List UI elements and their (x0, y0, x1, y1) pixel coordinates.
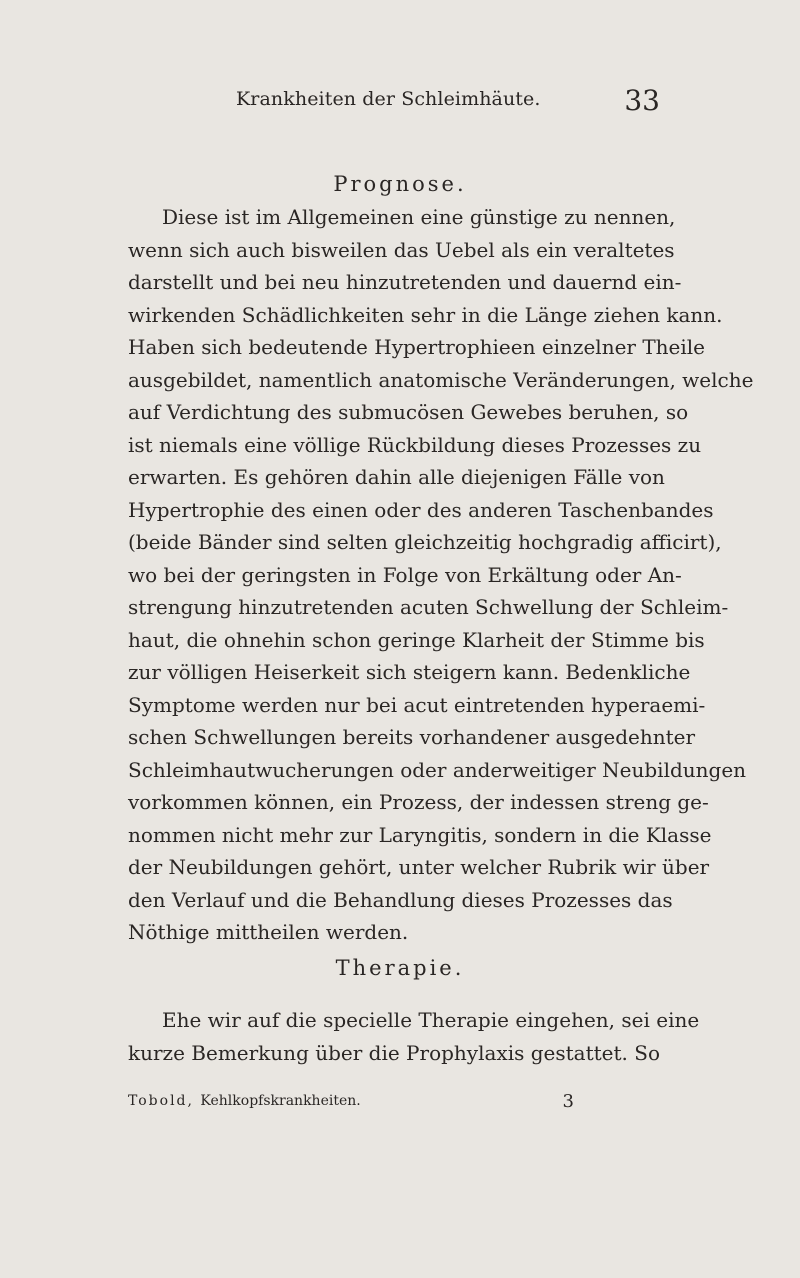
text-line: schen Schwellungen bereits vorhandener ausgedehnter (128, 725, 696, 749)
section-heading-prognose: Prognose. (333, 172, 467, 196)
text-line: darstellt und bei neu hinzutretenden und dauernd ein- (128, 270, 682, 294)
page-number: 33 (624, 84, 660, 117)
text-line: Diese ist im Allgemeinen eine günstige zu nennen, (162, 205, 676, 229)
text-line: nommen nicht mehr zur Laryngitis, sondern in die Klasse (128, 822, 712, 847)
text-line: wenn sich auch bisweilen das Uebel als ein veraltetes (128, 237, 675, 262)
text-line: Schleimhautwucherungen oder anderweitiger Neubildungen (128, 757, 747, 782)
page-footer (128, 1093, 574, 1117)
section-heading-therapie: Therapie. (335, 956, 465, 980)
text-line: Haben sich bedeutende Hypertrophieen einzelner Theile (128, 335, 706, 359)
text-line: ausgebildet, namentlich anatomische Veränderungen, welche (128, 367, 754, 392)
text-line: erwarten. Es gehören dahin alle diejenigen Fälle von (128, 465, 665, 489)
text-line: (beide Bänder sind selten gleichzeitig hochgradig afficirt), (128, 530, 722, 554)
page-header (200, 84, 660, 120)
footer-work: Kehlkopfskrankheiten. (200, 1093, 361, 1109)
paragraph-prognose (128, 201, 754, 949)
text-line: vorkommen können, ein Prozess, der indessen streng ge- (128, 790, 709, 814)
text-line: wirkenden Schädlichkeiten sehr in die Länge ziehen kann. (128, 302, 723, 327)
text-line: Ehe wir auf die specielle Therapie eingehen, sei eine (162, 1008, 700, 1032)
text-line: der Neubildungen gehört, unter welcher Rubrik wir über (128, 855, 710, 879)
text-line: ist niemals eine völlige Rückbildung dieses Prozesses zu (128, 432, 702, 457)
footer-author: Tobold, (128, 1093, 201, 1109)
text-line: kurze Bemerkung über die Prophylaxis gestattet. So (128, 1040, 660, 1065)
signature-mark: 3 (562, 1091, 574, 1112)
text-line: den Verlauf und die Behandlung dieses Prozesses das (128, 887, 673, 912)
text-line: haut, die ohnehin schon geringe Klarheit der Stimme bis (128, 627, 705, 652)
text-line: Hypertrophie des einen oder des anderen Taschenbandes (128, 497, 714, 522)
text-line: Nöthige mittheilen werden. (128, 920, 409, 944)
text-line: strengung hinzutretenden acuten Schwellung der Schleim- (128, 595, 729, 619)
text-line: zur völligen Heiserkeit sich steigern kann. Bedenkliche (128, 660, 691, 684)
text-line: auf Verdichtung des submucösen Gewebes beruhen, so (128, 400, 689, 424)
text-line: wo bei der geringsten in Folge von Erkältung oder An- (128, 562, 682, 587)
paragraph-therapie (128, 1004, 700, 1069)
running-title: Krankheiten der Schleimhäute. (236, 88, 541, 110)
text-line: Symptome werden nur bei acut eintretenden hyperaemi- (128, 692, 706, 717)
